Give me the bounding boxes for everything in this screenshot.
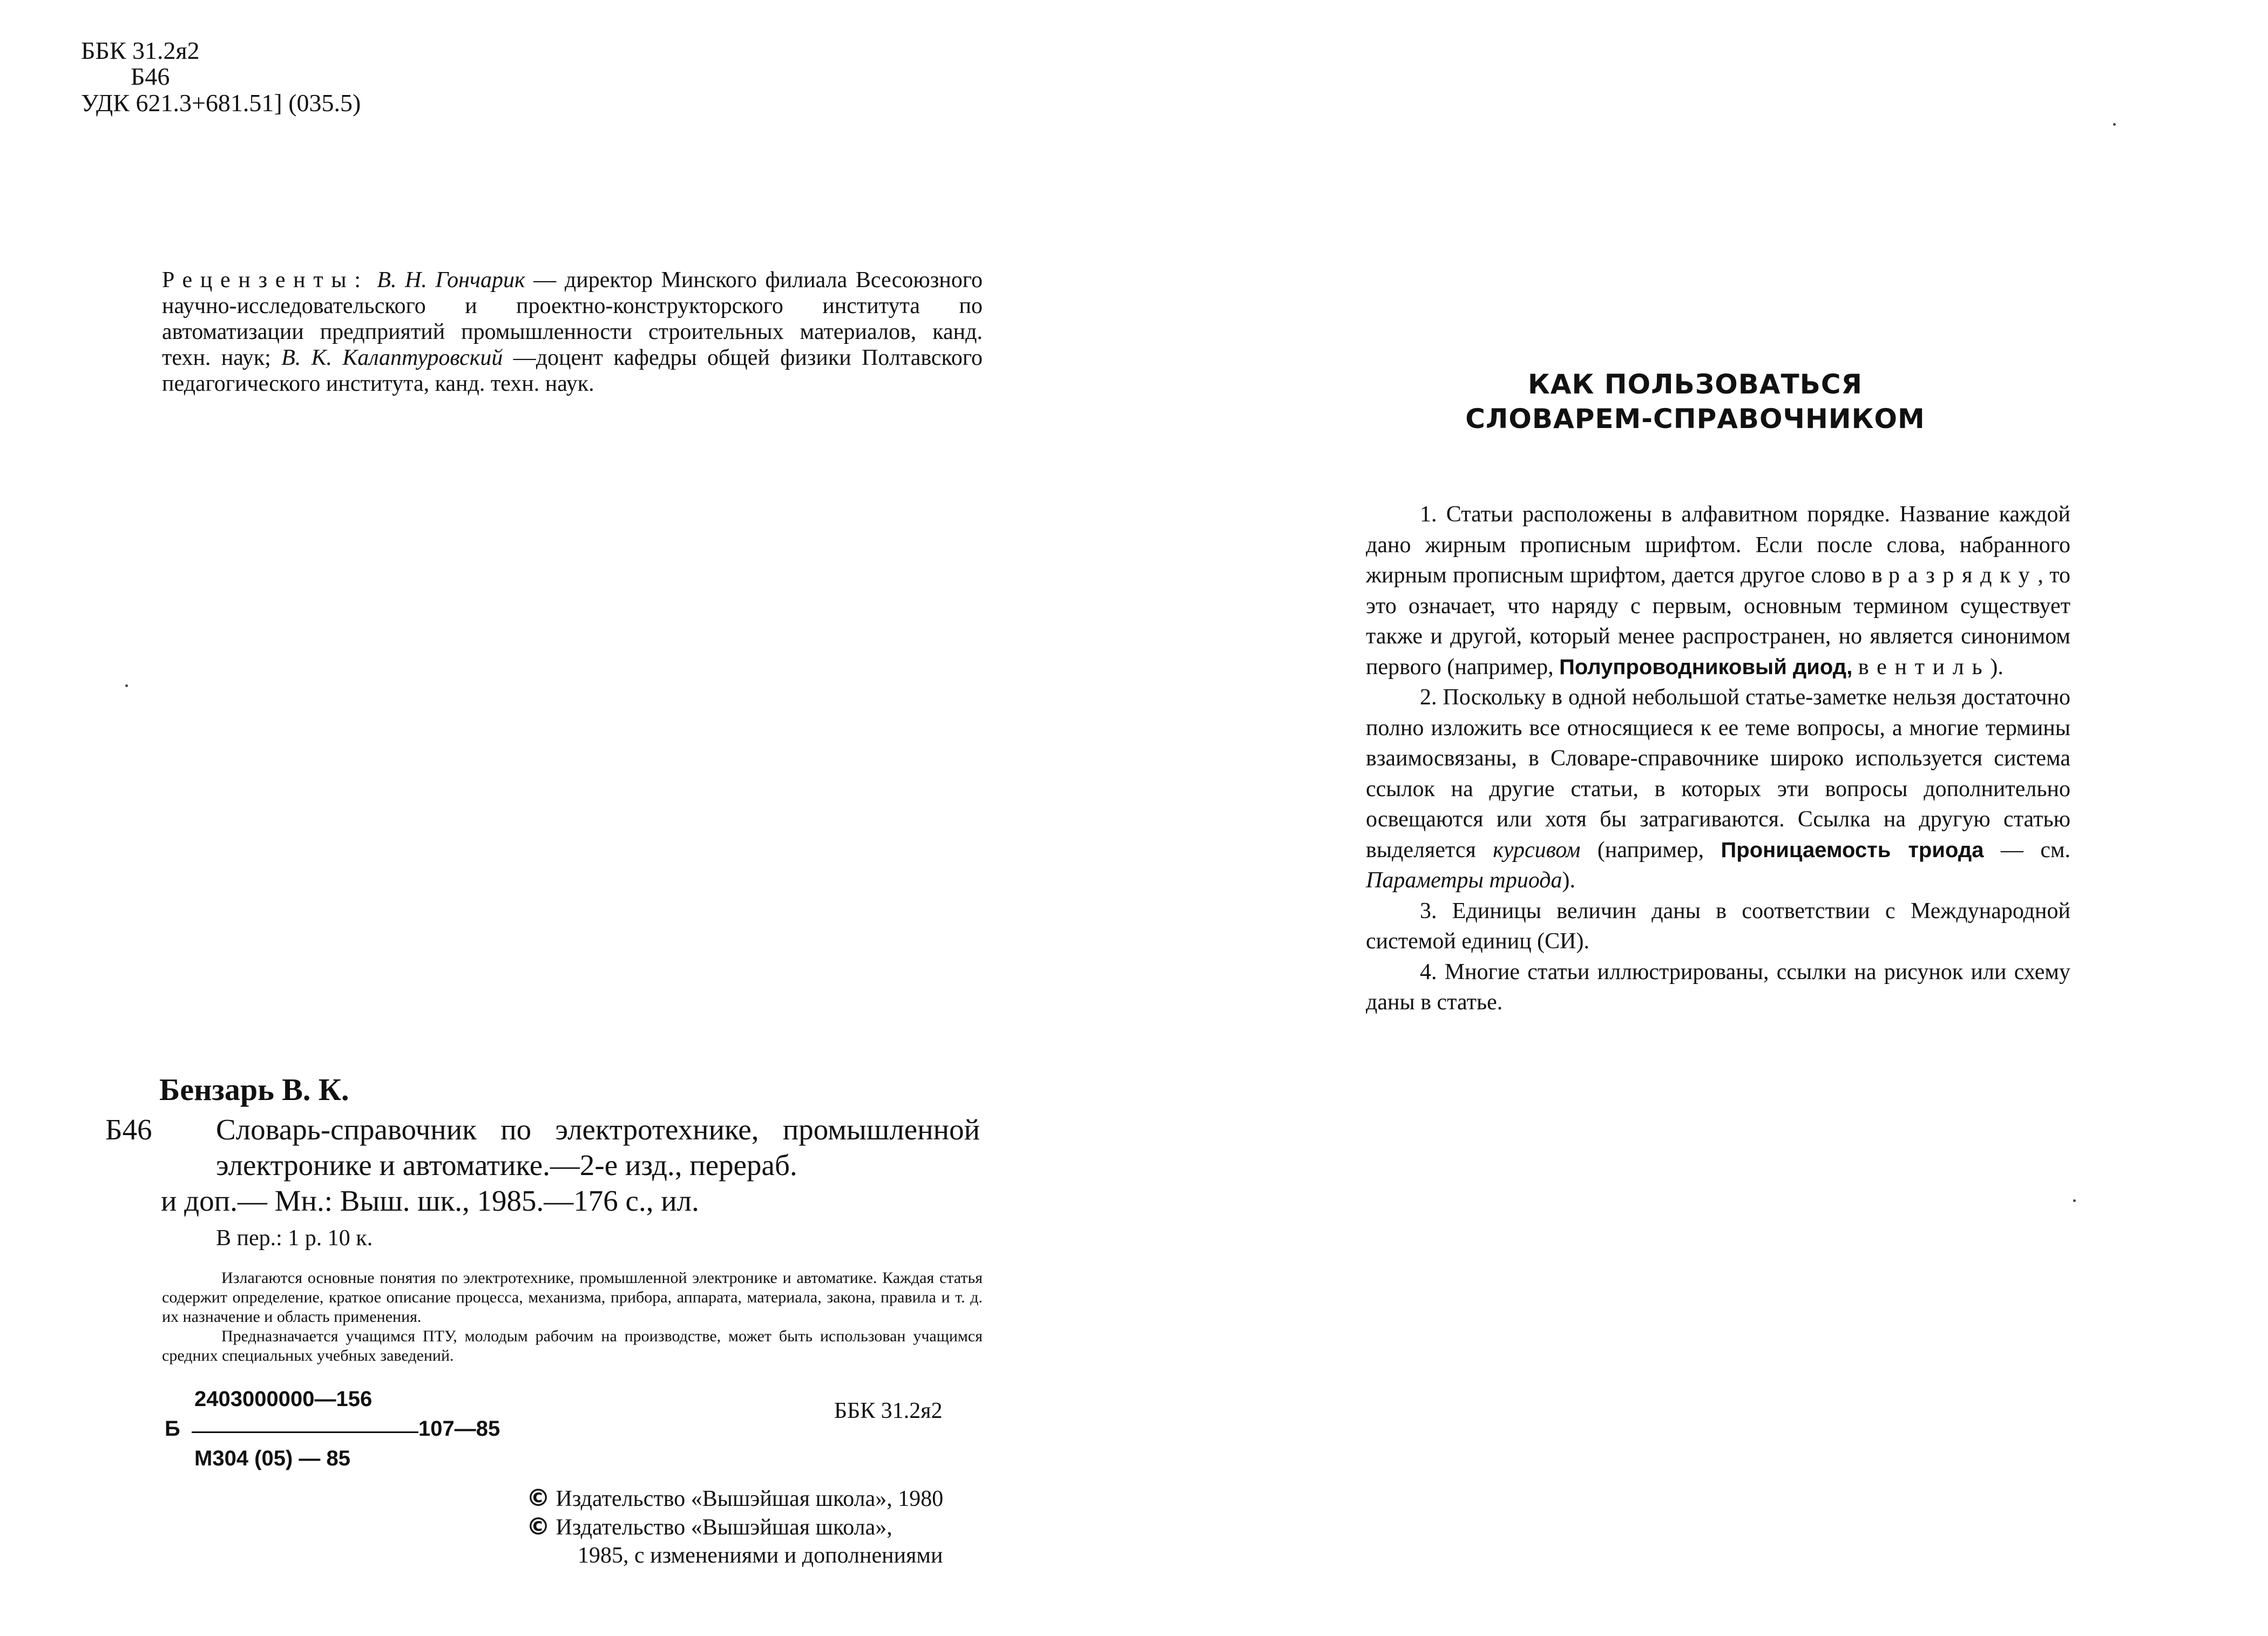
instruction-2 — [1366, 682, 2070, 896]
catalog-formula — [159, 1387, 985, 1470]
instruction-1-text-a: 1. Статьи расположены в алфавитном порядке. Название каждой дано жирным прописным шрифтом. Если после слова, набранного жирным прописным шрифтом, дается другое слово в — [1366, 502, 2070, 588]
page-title-line-1: КАК ПОЛЬЗОВАТЬСЯ — [1527, 369, 1863, 400]
reviewers-label: Рецензенты: — [162, 268, 369, 293]
reviewer-1-role: — директор Минского филиала Всесоюзного научно-исследовательского и проектно-конструкторского института по автоматизации предприятий промышленности строительных материалов, канд. техн. наук; — [162, 268, 983, 370]
scan-speck — [2113, 123, 2116, 126]
copyright-line-2 — [526, 1513, 943, 1542]
price: В пер.: 1 р. 10 к. — [216, 1226, 373, 1251]
copyright-text-3: 1985, с изменениями и дополнениями — [578, 1543, 943, 1568]
formula-suffix: 107—85 — [418, 1417, 500, 1441]
page-title-line-2: СЛОВАРЕМ-СПРАВОЧНИКОМ — [1465, 403, 1925, 435]
copyright-icon: © — [526, 1484, 550, 1512]
instruction-2-text-a: 2. Поскольку в одной небольшой статье-заметке нельзя достаточно полно изложить все относящиеся к ее теме вопросы, а многие термины взаимосвязаны, в Словаре-справочнике широко используется система ссылок на другие статьи, в которых эти вопросы дополнительно освещаются или хотя бы затрагиваются. Ссылка на другую статью выделяется — [1366, 685, 2070, 863]
copyright-block — [526, 1484, 943, 1570]
copyright-text-1: Издательство «Вышэйшая школа», 1980 — [556, 1486, 944, 1511]
classification-block — [81, 38, 361, 116]
catalog-code: Б46 — [131, 63, 170, 91]
catalog-entry-line2: и доп.— Мн.: Выш. шк., 1985.—176 с., ил. — [161, 1184, 699, 1217]
instruction-3: 3. Единицы величин даны в соответствии с Международной системой единиц (СИ). — [1366, 898, 2070, 954]
formula-bbk: ББК 31.2я2 — [834, 1399, 943, 1423]
scan-speck — [125, 684, 128, 687]
annotation-paragraph-1: Излагаются основные понятия по электротехнике, промышленной электронике и автоматике. Каждая статья содержит определение, краткое описание процесса, механизма, прибора, аппарата, материала, закона, правила и т. д. их назначение и область применения. — [162, 1269, 983, 1326]
instruction-2-text-end: ). — [1562, 868, 1576, 893]
formula-denominator: М304 (05) — 85 — [194, 1447, 351, 1470]
instruction-1-spaced-synonym: вентиль — [1858, 654, 1991, 680]
instruction-1-text-b: , то это означает, что наряду с первым, основным термином существует также и другой, который менее распространен, но является синонимом первого (например, — [1366, 563, 2070, 680]
formula-numerator: 2403000000—156 — [194, 1387, 373, 1411]
formula-letter: Б — [165, 1417, 180, 1441]
bbk-index: ББК 31.2я2 — [81, 37, 200, 64]
udk-index: УДК 621.3+681.51] (035.5) — [81, 89, 361, 117]
author-name: Бензарь В. К. — [159, 1072, 349, 1107]
scan-speck — [2073, 1199, 2076, 1202]
catalog-entry-line1: Словарь-справочник по электротехнике, промышленной электронике и автоматике.—2-е изд., перераб. — [216, 1113, 980, 1182]
instruction-2-text-c: — см. — [2000, 837, 2071, 863]
page-title — [1296, 367, 2095, 436]
copyright-text-2: Издательство «Вышэйшая школа», — [556, 1515, 892, 1540]
catalog-entry-code: Б46 — [105, 1113, 152, 1146]
instruction-2-text-b: (например, — [1597, 837, 1704, 863]
reviewers-block — [162, 267, 983, 397]
reviewer-2-role: —доцент кафедры общей физики Полтавского педагогического института, канд. техн. наук. — [162, 345, 983, 396]
reviewer-2-name: В. К. Калаптуровский — [281, 345, 503, 370]
instruction-1-text-end: ). — [1990, 654, 2003, 680]
formula-fraction-line — [192, 1431, 418, 1433]
catalog-entry — [105, 1112, 980, 1219]
reviewer-1-name: В. Н. Гончарик — [377, 268, 525, 293]
annotation-paragraph-2: Предназначается учащимся ПТУ, молодым рабочим на производстве, может быть использован учащимся средних специальных учебных заведений. — [162, 1327, 983, 1365]
instruction-2-bold-term: Проницаемость триода — [1721, 838, 1984, 862]
usage-instructions — [1366, 499, 2070, 1018]
instruction-1 — [1366, 499, 2070, 682]
copyright-line-1 — [526, 1484, 943, 1513]
instruction-2-italic-ref: Параметры триода — [1366, 868, 1562, 893]
annotation — [162, 1268, 983, 1366]
instruction-4: 4. Многие статьи иллюстрированы, ссылки на рисунок или схему даны в статье. — [1366, 959, 2070, 1015]
instruction-1-spaced-word: разрядку — [1888, 563, 2038, 588]
instruction-1-comma: , — [1846, 655, 1853, 679]
copyright-icon: © — [526, 1513, 550, 1540]
instruction-2-italic-word: курсивом — [1493, 837, 1581, 863]
instruction-1-bold-term: Полупроводниковый диод — [1559, 655, 1847, 679]
